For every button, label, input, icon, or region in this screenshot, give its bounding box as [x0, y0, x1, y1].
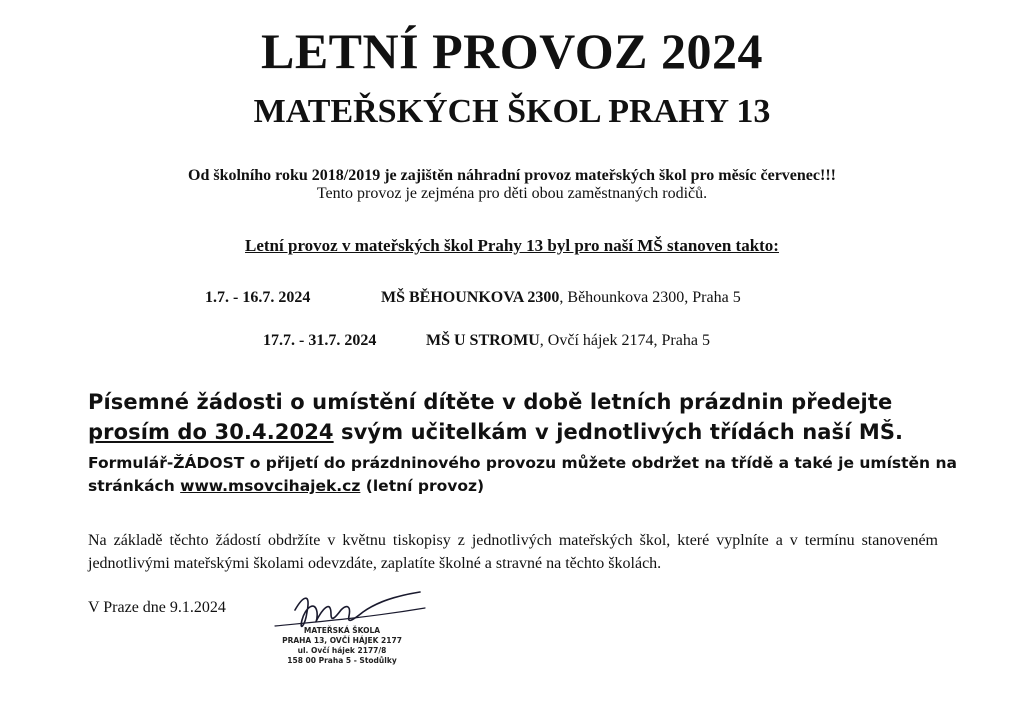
form-text: Formulář-ŽÁDOST o přijetí do prázdninového provozu můžete obdržet na třídě a také je umístěn na stránkách [88, 454, 957, 495]
place-date: V Praze dne 9.1.2024 [88, 599, 226, 616]
notice-text-end: svým učitelkám v jednotlivých třídách naší MŠ. [333, 420, 904, 444]
intro-line-bold: Od školního roku 2018/2019 je zajištěn náhradní provoz mateřských škol pro měsíc červenec!!! [188, 167, 836, 184]
schedule-address: , Ovčí hájek 2174, Praha 5 [539, 332, 710, 349]
application-notice [88, 387, 968, 447]
form-notice [88, 452, 968, 498]
intro-line: Tento provoz je zejména pro děti obou zaměstnaných rodičů. [316, 185, 708, 202]
stamp-line: 158 00 Praha 5 - Stodůlky [287, 656, 397, 665]
stamp-line: PRAHA 13, OVČÍ HÁJEK 2177 [282, 636, 402, 645]
stamp-line: MATEŘSKÁ ŠKOLA [303, 626, 381, 635]
schedule-dates: 17.7. - 31.7. 2024 [263, 332, 377, 349]
schedule-row [263, 331, 710, 351]
notice-deadline: prosím do 30.4.2024 [88, 420, 334, 444]
info-paragraph: Na základě těchto žádostí obdržíte v květnu tiskopisy z jednotlivých mateřských škol, které vyplníte a v termínu stanoveném jednotlivými mateřskými školami odevzdáte, zaplatíte školné a stravné na těchto školách. [88, 532, 938, 572]
schedule-row [205, 288, 741, 308]
schedule-dates: 1.7. - 16.7. 2024 [205, 289, 311, 306]
school-stamp [262, 626, 422, 666]
notice-text: Písemné žádosti o umístění dítěte v době letních prázdnin předejte [88, 390, 893, 414]
stamp-line: ul. Ovčí hájek 2177/8 [297, 646, 387, 655]
schedule-school: MŠ BĚHOUNKOVA 2300 [381, 289, 560, 306]
schedule-address: , Běhounkova 2300, Praha 5 [559, 289, 741, 306]
page-subtitle: MATEŘSKÝCH ŠKOL PRAHY 13 [253, 93, 771, 130]
website-link[interactable]: www.msovcihajek.cz [180, 477, 361, 495]
schedule-heading: Letní provoz v mateřských škol Prahy 13 byl pro naší MŠ stanoven takto: [245, 236, 779, 255]
schedule-school: MŠ U STROMU [426, 332, 540, 349]
form-suffix: (letní provoz) [360, 477, 485, 495]
page-title: LETNÍ PROVOZ 2024 [260, 23, 763, 79]
